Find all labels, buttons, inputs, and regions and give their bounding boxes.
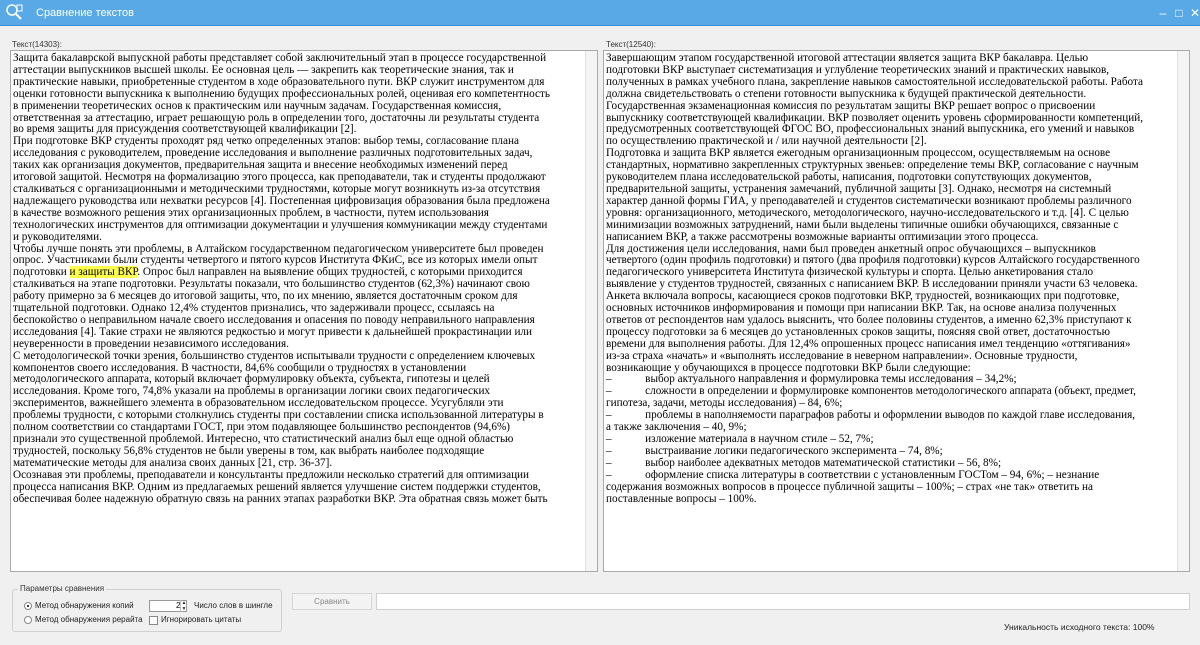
ignore-quotes-label: Игнорировать цитаты [161,615,242,624]
copy-method-radio[interactable] [24,602,32,610]
ignore-quotes-checkbox[interactable] [149,616,158,625]
uniqueness-status: Уникальность исходного текста: 100% [1004,622,1155,632]
right-text-label: Текст(12540): [606,40,656,49]
left-scrollbar[interactable] [585,51,597,571]
maximize-icon[interactable]: □ [1175,6,1183,20]
right-text-area[interactable] [603,50,1190,572]
shingle-size-stepper[interactable]: 2 [149,600,187,612]
close-icon[interactable]: ✕ [1189,6,1200,20]
shingle-size-label: Число слов в шингле [194,601,273,610]
right-scrollbar[interactable] [1177,51,1189,571]
minimize-icon[interactable]: – [1159,6,1167,20]
highlighted-match: и защиты ВКР [69,266,138,279]
stepper-arrows-icon[interactable]: ▲ ▼ [181,600,187,612]
left-text-content [13,53,583,505]
copy-method-label: Метод обнаружения копий [35,601,134,610]
params-title: Параметры сравнения [20,584,105,593]
app-logo-icon [5,3,23,21]
rewrite-method-radio[interactable] [24,616,32,624]
progress-field [376,593,1190,610]
rewrite-method-label: Метод обнаружения рерайта [35,615,143,624]
compare-button[interactable]: Сравнить [292,593,372,610]
left-text-label: Текст(14303): [12,40,62,49]
window-title: Сравнение текстов [36,7,134,19]
left-text-after: . Опрос был направлен на выявление общих трудностей, с которыми приходится сталкиваться на этапе подготовки. Результаты показали, что большинство студентов (62,3%) начинают свою работу примерно за 6 месяцев до итоговой защиты, что, по их мнению, является достаточным сроком для тщательной подготовки. Однако 12,4% студентов признались, что задерживали процесс, ссылаясь на беспокойство о неправильном начале своего исследования и опасения по поводу неправильного направления исследования [4]. Такие страхи не являются редкостью и могут привести к дальнейшей прокрастинации или неуверенности в проведении независимого исследования. С методологической точки зрения, большинство студентов испытывали трудности с определением ключевых компонентов своего исследования. В частности, 84,6% сообщили о трудностях в установлении методологического аппарата, который включает формулировку объекта, субъекта, гипотезы и целей исследования. Кроме того, 74,8% указали на проблемы в организации логики своих педагогических экспериментов, важнейшего элемента в образовательном исследовательском процессе. Усугубляли эти проблемы трудности, с которыми столкнулись студенты при составлении списка использованной литературы в полном соответствии со стандартами ГОСТ, при этом подавляющее большинство респондентов (94,6%) признали это существенной проблемой. Интересно, что статистический анализ был еще одной областью трудностей, поскольку 56,8% студентов не были уверены в том, как выбрать наиболее подходящие математические методы для анализа своих данных [21, стр. 36-37]. Осознавая эти проблемы, преподаватели и консультанты предложили несколько стратегий для оптимизации процесса написания ВКР. Одним из предлагаемых решений является улучшение систем поддержки студентов, обеспечивая более надежную обратную связь на ранних этапах разработки ВКР. Эта обратная связь может быть [13,266,548,505]
left-text-area[interactable] [10,50,598,572]
title-bar [0,0,1200,26]
comparison-params-group [12,589,282,632]
right-text-content: Завершающим этапом государственной итоговой аттестации является защита ВКР бакалавра. Целью подготовки ВКР выступает систематизация и углубление теоретических знаний и практических навыков, полученных в рамках учебного плана, закрепление навыков самостоятельной исследовательской работы. Работа должна свидетельствовать о степени готовности выпускника к будущей практической деятельности. Государственная экзаменационная комиссия по результатам защиты ВКР решает вопрос о присвоении выпускнику соответствующей квалификации. ВКР позволяет оценить уровень сформированности компетенций, предусмотренных соответствующей ФГОС ВО, профессиональных знаний выпускника, его умений и навыков по осуществлению практической и / или научной деятельности [2]. Подготовка и защита ВКР является ежегодным организационным процессом, осуществляемым на основе стандартных, нормативно закрепленных структурных звеньев: определение темы ВКР, согласование с научным руководителем плана исследовательской работы, написания, подготовки сопутствующих документов, предварительной защиты, устранения замечаний, публичной защиты [3]. Однако, несмотря на системный характер данной формы ГИА, у преподавателей и студентов систематически возникают проблемы различного уровня: организационного, методического, методологического, научно-исследовательского и т.д. [4]. С целью минимизации возможных затруднений, нами были выделены типичные ошибки обучающихся, связанные с написанием ВКР, а также рассмотрены возможные варианты оптимизации этого процесса. Для достижения цели исследования, нами был проведен анкетный опрос обучающихся – выпускников четвертого (один профиль подготовки) и пятого (два профиля подготовки) курсов Алтайского государственного педагогического университета Института физической культуры и спорта. Целью анкетирования стало выявление у студентов трудностей, связанных с написанием ВКР. В исследовании приняли участи 63 человека. Анкета включала вопросы, касающиеся сроков подготовки ВКР, трудностей, возникающих при подготовке, основных источников информирования и помощи при написании ВКР. Так, на основе анализа полученных ответов от респондентов нам удалось выяснить, что более половины студентов, а именно 62,3% приступают к процессу подготовки за 6 месяцев до установленных сроков защиты, поясняя свой ответ, достаточностью времени для выполнения работы. Для 12,4% опрошенных процесс написания имел тенденцию «оттягивания» из-за страха «начать» и «выполнять исследование в неверном направлении». Основные трудности, возникающие у обучающихся в процессе подготовки ВКР были следующие: – выбор актуального направления и формулировка темы исследования – 34,2%; – сложности в определении и формулировке компонентов методологического аппарата (объект, предмет, гипотеза, задачи, методы исследования) – 84, 6%; – проблемы в наполняемости параграфов работы и оформлении выводов по каждой главе исследования, а также заключения – 40, 9%; – изложение материала в научном стиле – 52, 7%; – выстраивание логики педагогического эксперимента – 74, 8%; – выбор наиболее адекватных методов математической статистики – 56, 8%; – оформление списка литературы в соответствии с установленным ГОСТом – 94, 6%; – незнание содержания возможных вопросов в процессе публичной защиты – 100%; – страх «не так» ответить на поставленные вопросы – 100%. [606,52,1144,505]
left-text-before: Защита бакалаврской выпускной работы представляет собой заключительный этап в процессе государственной аттестации выпускников высшей школы. Ее основная цель — закрепить как теоретические знания, так и практические навыки, приобретенные студентом в ходе образовательного пути. ВКР служит инструментом для оценки готовности выпускника к выполнению будущих профессиональных ролей, оценивая его компетентность в применении теоретических основ к практическим или научным задачам. Государственная комиссия, ответственная за аттестацию, играет решающую роль в определении того, достаточны ли результаты студента во время защиты для присуждения соответствующей квалификации [2]. При подготовке ВКР студенты проходят ряд четко определенных этапов: выбор темы, согласование плана исследования с руководителем, проведение исследования и выполнение различных подготовительных задач, таких как организация документов, предварительная защита и внесение необходимых изменений перед итоговой защитой. Несмотря на формализацию этого процесса, как преподаватели, так и студенты продолжают сталкиваться с организационными и методическими трудностями, которые могут возникнуть из-за отсутствия надлежащего руководства или нехватки ресурсов [4]. Постепенная цифровизация образования была предложена в качестве возможного решения этих организационных проблем, в частности, путем использования технологических инструментов для оптимизации документации и улучшения коммуникации между студентами и руководителями. Чтобы лучше понять эти проблемы, в Алтайском государственном педагогическом университете был проведен опрос. Участниками были студенты четвертого и пятого курсов Института ФКиС, все из которых имели опыт подготовки [13,52,551,279]
